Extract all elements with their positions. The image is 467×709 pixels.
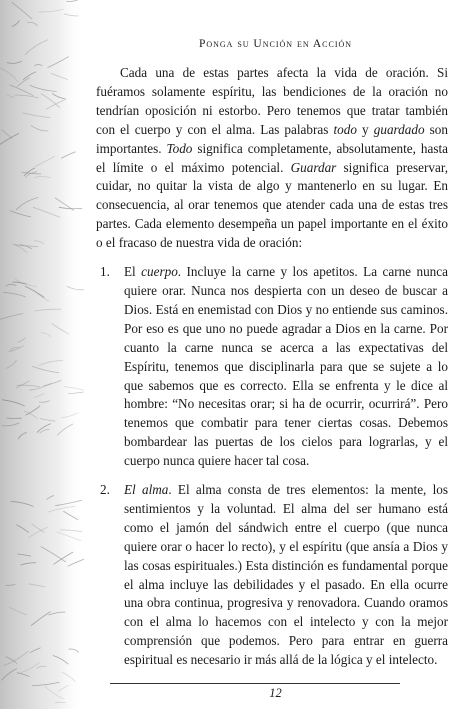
page-body xyxy=(96,64,448,670)
list-item-text: . Incluye la carne y los apetitos. La carne nunca quiere orar. Nunca nos despierta con un deseo de buscar a Dios. Está en enemistad con Dios y no entiende sus caminos. Por eso es que uno no puede agradar a Dios en la carne. Por cuanto la carne nunca se acerca a las expectativas del Espíritu, tenemos que disciplinarla para que se sujete a lo que sabemos que es correcto. Ella se enfrenta y le dice al hombre: “No necesitas orar; si ha de ocurrir, ocurrirá”. Pero tenemos que combatir para tener ciertas cosas. Debemos bombardear las puertas de los cielos para lograrlas, y el cuerpo nunca quiere hacer tal cosa. xyxy=(124,264,448,469)
parts-list xyxy=(96,263,448,670)
decorative-stone-texture xyxy=(0,0,84,709)
intro-paragraph: Cada una de estas partes afecta la vida de oración. Si fuéramos solamente espíritu, las bendiciones de la oración no tendrían oposición ni estorbo. Pero tenemos que tratar también con el cuerpo y con el alma. Las palabras todo y guardado son importantes. Todo significa completamente, absolutamente, hasta el límite o el máximo potencial. Guardar significa preservar, cuidar, no quitar la vista de algo y mantenerlo en su lugar. En consecuencia, al orar tenemos que atender cada una de estas tres partes. Cada elemento desempeña un papel importante en el éxito o el fracaso de nuestra vida de oración: xyxy=(96,65,449,251)
footer-rule xyxy=(110,683,400,684)
list-item xyxy=(96,481,448,670)
list-item-number: 1. xyxy=(100,264,110,280)
list-item-term: cuerpo xyxy=(141,264,178,280)
list-item-text: . El alma consta de tres elementos: la mente, los sentimientos y la voluntad. El alma del ser humano está como el jamón del sándwich entre el cuerpo (que nunca quiere orar o hacer lo recto), y el espíritu (que ansía a Dios y las cosas espirituales.) Esta distinción es fundamental porque el alma incluye las debilidades y el pasado. En ella ocurre una obra continua, progresiva y renovadora. Cuando oramos con el alma lo hacemos con el intelecto y con la mejor comprensión que podemos. Pero para entrar en guerra espiritual es necesario ir más allá de la lógica y el intelecto. xyxy=(124,482,448,668)
page-number: 12 xyxy=(269,686,282,700)
running-head: Ponga su Unción en Acción xyxy=(198,38,353,50)
list-item-number: 2. xyxy=(100,482,110,498)
list-item-term: El alma xyxy=(124,482,169,498)
list-item: 1. El cuerpo. Incluye la carne y los apetitos. La carne nunca quiere orar. Nunca nos despierta con un deseo de buscar a Dios. Está en enemistad con Dios y no entiende sus caminos. Por eso es que uno no puede agradar a Dios en la carne. Por cuanto la carne nunca se acerca a las expectativas del Espíritu, tenemos que disciplinarla para que se sujete a lo que sabemos que es correcto. Ella se enfrenta y le dice al hombre: “No necesitas orar; si ha de ocurrir, ocurrirá”. Pero tenemos que combatir para tener ciertas cosas. Debemos bombardear las puertas de los cielos para lograrlas, y el cuerpo nunca quiere hacer tal cosa. xyxy=(100,264,448,469)
